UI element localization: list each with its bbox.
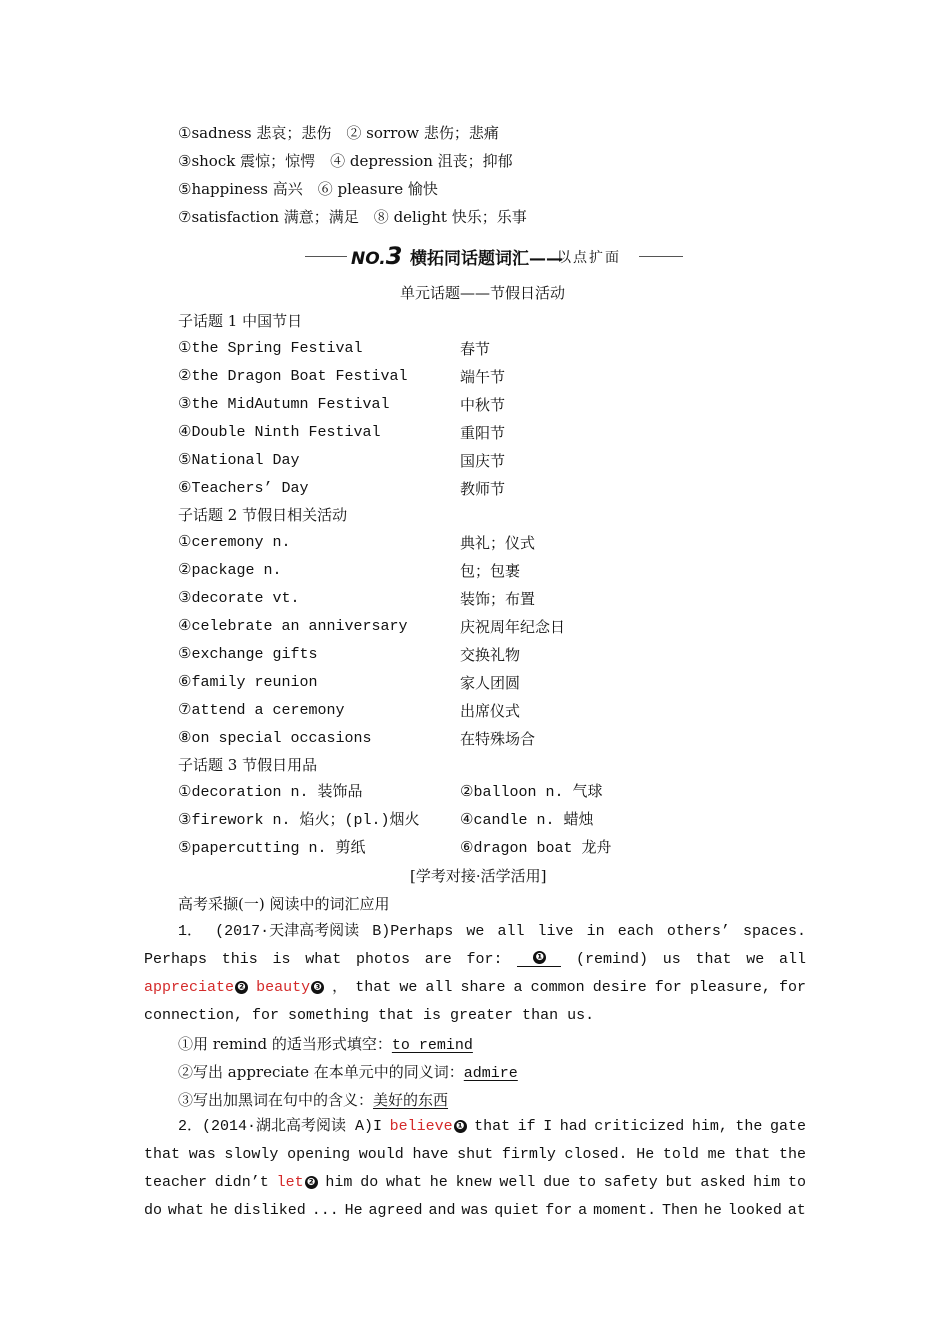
q1-sub3-answer: 美好的东西 bbox=[373, 1091, 449, 1109]
q1-word: all bbox=[497, 923, 525, 940]
q2-line4 bbox=[144, 1201, 806, 1221]
q2-word: criticized bbox=[594, 1118, 685, 1135]
q1-word: that bbox=[695, 951, 732, 968]
festival-meaning: 国庆节 bbox=[460, 452, 506, 470]
q2-word: was bbox=[461, 1202, 489, 1219]
q1-line4: connection, for something that is greater than us. bbox=[144, 1007, 595, 1024]
q2-let bbox=[277, 1173, 318, 1193]
q2-word: quiet bbox=[494, 1202, 540, 1219]
activity-term: ①ceremony n. bbox=[178, 534, 291, 551]
q2-word: but bbox=[665, 1174, 693, 1191]
q2-believe bbox=[390, 1117, 467, 1137]
q1-word: for bbox=[654, 979, 682, 996]
q1-word: pleasure, bbox=[689, 979, 771, 996]
q2-word: that bbox=[144, 1146, 181, 1163]
festival-meaning: 教师节 bbox=[460, 480, 506, 498]
q1-word: live bbox=[537, 923, 574, 940]
q2-word: slowly bbox=[224, 1146, 279, 1163]
festival-meaning: 中秋节 bbox=[460, 396, 506, 414]
q2-word: him bbox=[753, 1174, 781, 1191]
activity-meaning: 出席仪式 bbox=[460, 702, 521, 720]
activity-meaning: 在特殊场合 bbox=[460, 730, 536, 748]
emotion-item: ⑤happiness 高兴 bbox=[178, 180, 303, 198]
q1-word: B)Perhaps bbox=[372, 923, 454, 940]
festival-term: ④Double Ninth Festival bbox=[178, 424, 381, 441]
q2-word: due bbox=[543, 1174, 571, 1191]
subtopic3-heading: 子话题 3 节假日用品 bbox=[178, 756, 318, 774]
q1-word: in bbox=[586, 923, 605, 940]
festival-meaning: 端午节 bbox=[460, 368, 506, 386]
q1-word: for bbox=[778, 979, 806, 996]
bridge-heading: [学考对接·活学活用] bbox=[410, 867, 547, 885]
supply-item: ①decoration n. 装饰品 bbox=[178, 784, 363, 801]
festival-row bbox=[178, 395, 798, 415]
subtopic1-heading: 子话题 1 中国节日 bbox=[178, 312, 303, 330]
q1-beauty bbox=[256, 978, 324, 998]
q2-word: teacher bbox=[144, 1174, 208, 1191]
emotion-item: ③shock 震惊；惊愕 bbox=[178, 152, 316, 170]
q1-word: (remind) bbox=[575, 951, 648, 968]
spacer bbox=[359, 208, 374, 226]
festival-row bbox=[178, 339, 798, 359]
activity-row bbox=[178, 617, 798, 637]
q1-sub3 bbox=[178, 1090, 448, 1110]
q2-word: was bbox=[188, 1146, 216, 1163]
q2-word: if bbox=[517, 1118, 536, 1135]
activity-row bbox=[178, 589, 798, 609]
q1-sub1-answer: to remind bbox=[391, 1037, 473, 1054]
activity-term: ③decorate vt. bbox=[178, 590, 300, 607]
q2-word: he bbox=[429, 1174, 448, 1191]
q2-word: him bbox=[325, 1174, 353, 1191]
q2-word: the bbox=[778, 1146, 806, 1163]
q1-word: ， bbox=[332, 979, 348, 996]
q2-prefix: 2．(2014·湖北高考阅读 A)I bbox=[178, 1118, 383, 1135]
q1-word: 1． bbox=[178, 923, 203, 940]
q1-word: each bbox=[617, 923, 654, 940]
q2-word: at bbox=[787, 1202, 806, 1219]
festival-term: ⑤National Day bbox=[178, 452, 300, 469]
activity-row bbox=[178, 729, 798, 749]
q1-word: we bbox=[466, 923, 485, 940]
q2-word: Then bbox=[661, 1202, 698, 1219]
festival-row bbox=[178, 479, 798, 499]
supply-row bbox=[178, 839, 798, 859]
activity-meaning: 庆祝周年纪念日 bbox=[460, 618, 566, 636]
q2-word: moment. bbox=[593, 1202, 657, 1219]
subtopic2-heading: 子话题 2 节假日相关活动 bbox=[178, 506, 348, 524]
q2-word: to bbox=[577, 1174, 596, 1191]
q1-word: others’ bbox=[666, 923, 730, 940]
q1-word: desire bbox=[592, 979, 647, 996]
festival-term: ①the Spring Festival bbox=[178, 340, 363, 357]
q2-word: knew bbox=[455, 1174, 492, 1191]
q1-word: common bbox=[530, 979, 585, 996]
q2-word: well bbox=[499, 1174, 536, 1191]
q2-word: he bbox=[703, 1202, 722, 1219]
q2-word: ... bbox=[311, 1202, 339, 1219]
q2-word: opening bbox=[287, 1146, 351, 1163]
q2-word: and bbox=[428, 1202, 456, 1219]
q1-appreciate-word: appreciate bbox=[144, 979, 235, 996]
festival-term: ⑥Teachers’ Day bbox=[178, 480, 309, 497]
q1-sub2-answer: admire bbox=[463, 1065, 518, 1082]
heading-rule-left bbox=[305, 256, 347, 257]
q2-word: that bbox=[734, 1146, 771, 1163]
q2-word: asked bbox=[700, 1174, 746, 1191]
q2-word: what bbox=[385, 1174, 422, 1191]
q1-word: Perhaps bbox=[144, 951, 208, 968]
q1-word: we bbox=[746, 951, 765, 968]
q1-word: is bbox=[272, 951, 291, 968]
supply-item: ⑥dragon boat 龙舟 bbox=[460, 840, 612, 857]
q2-word: He bbox=[344, 1202, 363, 1219]
q2-word: closed. bbox=[564, 1146, 628, 1163]
section-number: NO.3 bbox=[351, 242, 403, 270]
activity-meaning: 包；包裹 bbox=[460, 562, 521, 580]
q2-word: have bbox=[412, 1146, 449, 1163]
q1-appreciate bbox=[144, 978, 248, 998]
activity-meaning: 典礼；仪式 bbox=[460, 534, 536, 552]
q1-line3 bbox=[144, 978, 806, 998]
q2-word: shut bbox=[457, 1146, 494, 1163]
section-heading bbox=[305, 240, 683, 270]
marker-1-icon: ❶ bbox=[533, 951, 546, 964]
q2-word: agreed bbox=[368, 1202, 423, 1219]
q2-word: firmly bbox=[501, 1146, 556, 1163]
unit-topic: 单元话题——节假日活动 bbox=[400, 284, 566, 302]
q1-word: (2017·天津高考阅读 bbox=[215, 923, 360, 940]
section-title: 横拓同话题词汇—— bbox=[410, 249, 563, 269]
q1-word: for: bbox=[466, 951, 503, 968]
activity-term: ⑤exchange gifts bbox=[178, 646, 318, 663]
q2-word: me bbox=[707, 1146, 726, 1163]
marker-3-icon: ❸ bbox=[311, 981, 324, 994]
festival-row bbox=[178, 451, 798, 471]
activity-meaning: 交换礼物 bbox=[460, 646, 521, 664]
q1-blank bbox=[517, 950, 561, 967]
marker-2-icon: ❷ bbox=[235, 981, 248, 994]
emotion-row bbox=[178, 151, 798, 171]
q2-word: He bbox=[636, 1146, 655, 1163]
activity-meaning: 家人团圆 bbox=[460, 674, 521, 692]
supply-row bbox=[178, 811, 798, 831]
q2-word: didn’t bbox=[214, 1174, 269, 1191]
q2-word: for bbox=[545, 1202, 573, 1219]
supply-item: ③firework n. 焰火；(pl.)烟火 bbox=[178, 812, 420, 829]
supply-item: ⑤papercutting n. 剪纸 bbox=[178, 840, 366, 857]
activity-row bbox=[178, 561, 798, 581]
festival-meaning: 重阳节 bbox=[460, 424, 506, 442]
q2-word: what bbox=[167, 1202, 204, 1219]
marker-2-icon: ❷ bbox=[305, 1176, 318, 1189]
spacer bbox=[315, 152, 330, 170]
q1-line2 bbox=[144, 950, 806, 970]
q2-word: safety bbox=[603, 1174, 658, 1191]
spacer bbox=[331, 124, 346, 142]
q2-word: him, bbox=[691, 1118, 728, 1135]
festival-row bbox=[178, 367, 798, 387]
q1-word: we bbox=[399, 979, 418, 996]
emotion-item: ⑧ delight 快乐；乐事 bbox=[373, 208, 527, 226]
q1-word: spaces. bbox=[742, 923, 806, 940]
festival-term: ③the MidAutumn Festival bbox=[178, 396, 390, 413]
emotion-row bbox=[178, 123, 798, 143]
q2-believe-word: believe bbox=[389, 1118, 453, 1135]
q2-word: gate bbox=[769, 1118, 806, 1135]
activity-term: ④celebrate an anniversary bbox=[178, 618, 408, 635]
marker-1-icon: ❶ bbox=[454, 1120, 467, 1133]
q1-word: photos bbox=[356, 951, 411, 968]
q1-word: are bbox=[424, 951, 452, 968]
gaokao-heading: 高考采撷(一) 阅读中的词汇应用 bbox=[178, 895, 390, 913]
activity-row bbox=[178, 673, 798, 693]
q2-word: to bbox=[787, 1174, 806, 1191]
q1-word: that bbox=[355, 979, 392, 996]
heading-rule-right bbox=[639, 256, 683, 257]
q2-word: do bbox=[360, 1174, 379, 1191]
q1-line1 bbox=[178, 922, 806, 942]
q1-sub1-label: ①用 remind 的适当形式填空： bbox=[178, 1035, 392, 1053]
q1-sub3-label: ③写出加黑词在句中的含义： bbox=[178, 1091, 374, 1109]
q1-word: all bbox=[425, 979, 453, 996]
q2-line2 bbox=[144, 1145, 806, 1165]
q2-word: looked bbox=[727, 1202, 782, 1219]
activity-term: ⑧on special occasions bbox=[178, 730, 372, 747]
q2-word: disliked bbox=[233, 1202, 306, 1219]
activity-row bbox=[178, 645, 798, 665]
emotion-item: ⑦satisfaction 满意；满足 bbox=[178, 208, 359, 226]
emotion-item: ④ depression 沮丧；抑郁 bbox=[330, 152, 513, 170]
supply-item: ④candle n. 蜡烛 bbox=[460, 812, 594, 829]
activity-term: ⑦attend a ceremony bbox=[178, 702, 345, 719]
q2-word: told bbox=[662, 1146, 699, 1163]
activity-term: ⑥family reunion bbox=[178, 674, 318, 691]
q1-beauty-word: beauty bbox=[256, 979, 311, 996]
q2-line1 bbox=[178, 1117, 806, 1137]
festival-term: ②the Dragon Boat Festival bbox=[178, 368, 408, 385]
q1-sub2-label: ②写出 appreciate 在本单元中的同义词： bbox=[178, 1063, 464, 1081]
activity-term: ②package n. bbox=[178, 562, 282, 579]
q1-word: this bbox=[221, 951, 258, 968]
q2-word: had bbox=[559, 1118, 587, 1135]
q2-word: he bbox=[209, 1202, 228, 1219]
section-subtitle: 以点扩面 bbox=[557, 250, 621, 266]
activity-row bbox=[178, 701, 798, 721]
q2-let-word: let bbox=[276, 1174, 304, 1191]
emotion-item: ② sorrow 悲伤；悲痛 bbox=[346, 124, 499, 142]
festival-meaning: 春节 bbox=[460, 340, 491, 358]
q1-word: share bbox=[460, 979, 506, 996]
q2-word: the bbox=[735, 1118, 763, 1135]
q1-word: a bbox=[513, 979, 523, 996]
q1-sub1 bbox=[178, 1034, 473, 1056]
festival-row bbox=[178, 423, 798, 443]
q1-sub2 bbox=[178, 1062, 518, 1084]
emotion-row bbox=[178, 179, 798, 199]
q1-word: all bbox=[778, 951, 806, 968]
supply-item: ②balloon n. 气球 bbox=[460, 784, 603, 801]
q2-word: that bbox=[474, 1118, 511, 1135]
q2-word: would bbox=[358, 1146, 404, 1163]
spacer bbox=[303, 180, 318, 198]
q2-word: do bbox=[144, 1202, 163, 1219]
q2-line3 bbox=[144, 1173, 806, 1193]
emotion-row bbox=[178, 207, 798, 227]
supply-row bbox=[178, 783, 798, 803]
activity-meaning: 装饰；布置 bbox=[460, 590, 536, 608]
q1-word: us bbox=[662, 951, 681, 968]
activity-row bbox=[178, 533, 798, 553]
emotion-item: ①sadness 悲哀；悲伤 bbox=[178, 124, 332, 142]
emotion-item: ⑥ pleasure 愉快 bbox=[317, 180, 438, 198]
q2-word: I bbox=[543, 1118, 553, 1135]
q2-word: a bbox=[578, 1202, 588, 1219]
q1-word: what bbox=[305, 951, 342, 968]
